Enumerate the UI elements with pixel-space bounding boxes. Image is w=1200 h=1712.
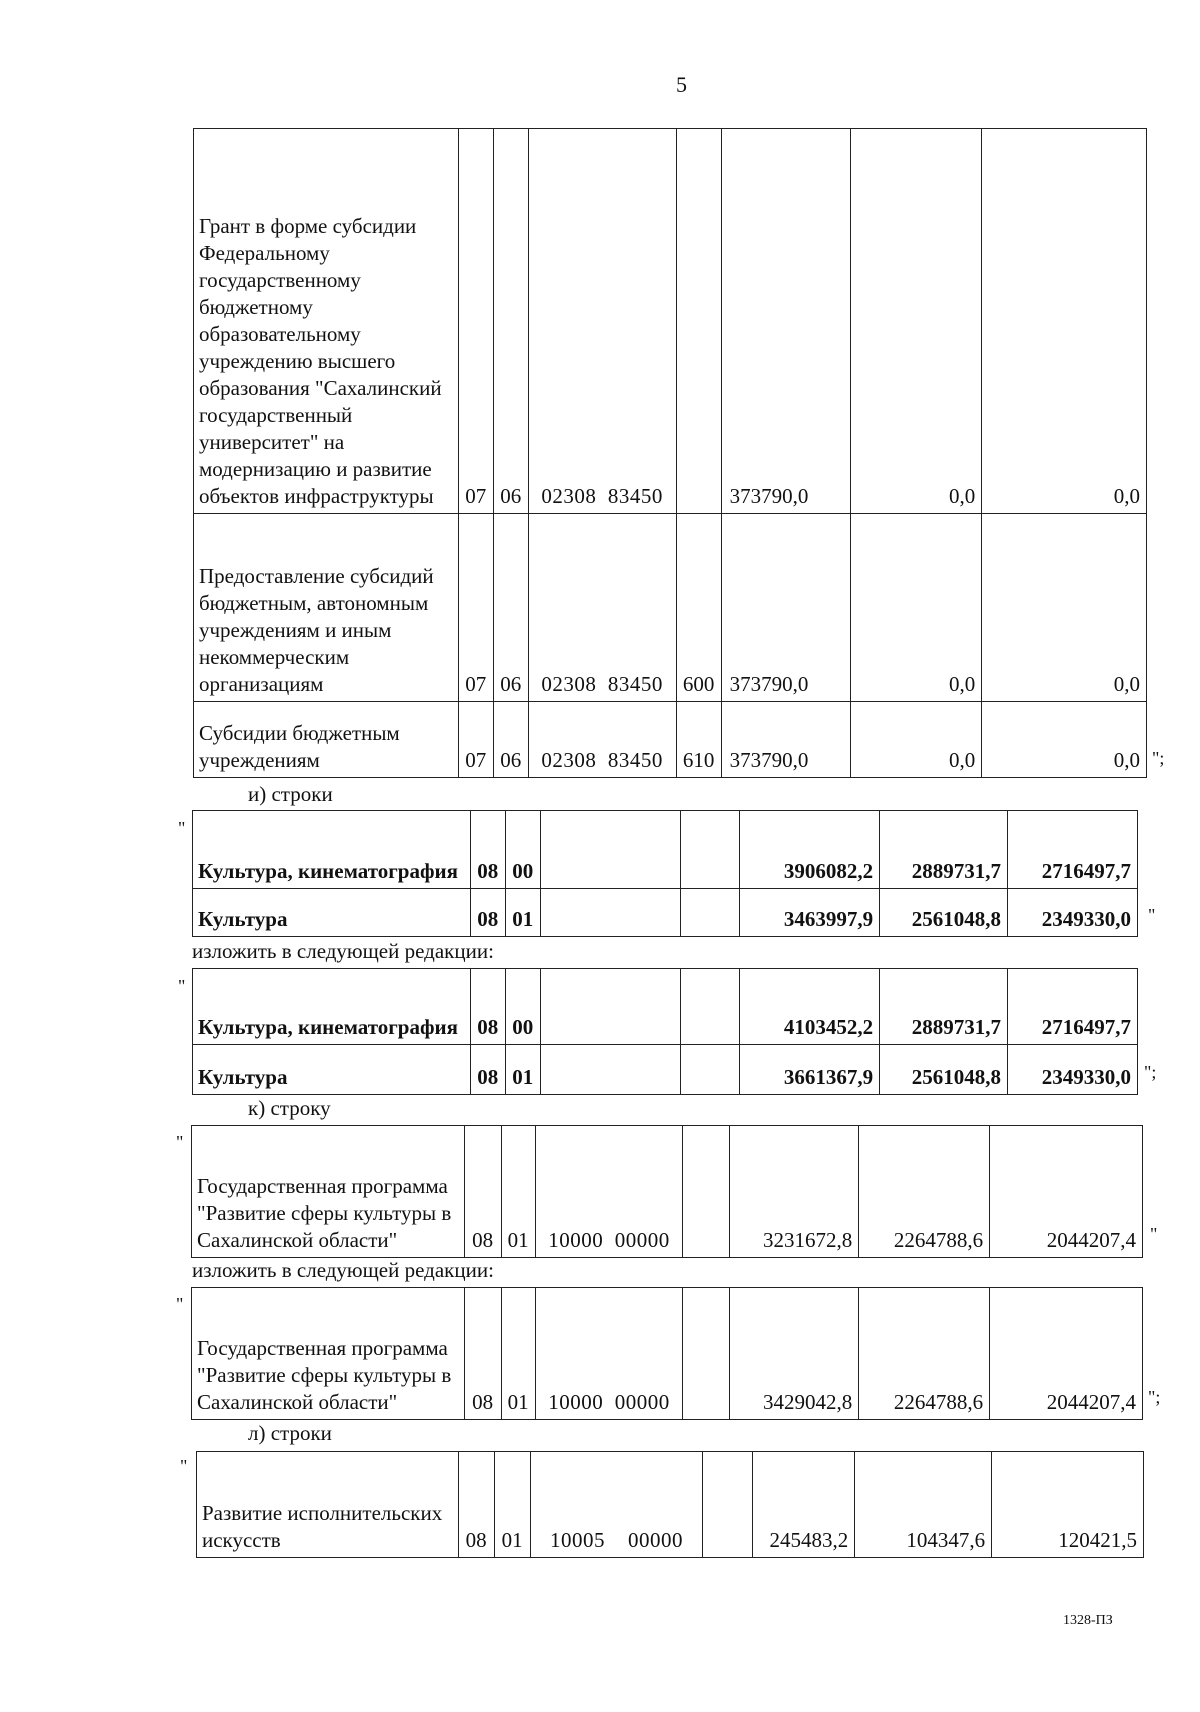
csr-code — [540, 889, 681, 937]
rz-code: 08 — [464, 1288, 501, 1420]
row-name: Развитие исполнительских искусств — [197, 1452, 459, 1558]
amount-1: 4103452,2 — [740, 969, 880, 1045]
rz-code: 08 — [458, 1452, 494, 1558]
budget-table-program-new — [191, 1287, 1143, 1420]
amount-3: 2716497,7 — [1008, 811, 1138, 889]
row-name: Государственная программа "Развитие сферы культуры в Сахалинской области" — [192, 1126, 465, 1258]
amount-3: 2349330,0 — [1008, 889, 1138, 937]
amount-2: 104347,6 — [855, 1452, 992, 1558]
row-name: Культура, кинематография — [193, 969, 471, 1045]
csr-code: 02308 83450 — [528, 702, 676, 778]
closing-quote: "; — [1148, 1387, 1161, 1407]
section-label-l: л) строки — [248, 1421, 332, 1445]
pr-code: 01 — [494, 1452, 530, 1558]
vr-code — [683, 1288, 730, 1420]
table-row — [193, 969, 1138, 1045]
vr-code — [681, 811, 740, 889]
rz-code: 08 — [470, 811, 505, 889]
amount-1: 3463997,9 — [740, 889, 880, 937]
rz-code: 08 — [470, 889, 505, 937]
page-number: 5 — [676, 72, 687, 97]
csr-code: 02308 83450 — [528, 514, 676, 702]
rz-code: 07 — [458, 129, 493, 514]
table-row — [197, 1452, 1144, 1558]
opening-quote: " — [176, 1132, 184, 1152]
budget-table-culture-old — [192, 810, 1138, 937]
pr-code: 06 — [493, 514, 528, 702]
csr-code: 10000 00000 — [535, 1288, 683, 1420]
rz-code: 08 — [464, 1126, 501, 1258]
amount-3: 0,0 — [982, 129, 1147, 514]
vr-code: 610 — [676, 702, 721, 778]
row-name: Культура, кинематография — [193, 811, 471, 889]
vr-code — [681, 889, 740, 937]
amount-1: 373790,0 — [721, 702, 850, 778]
vr-code — [683, 1126, 730, 1258]
csr-code: 10005 00000 — [530, 1452, 703, 1558]
table-row — [193, 811, 1138, 889]
amount-3: 2044207,4 — [990, 1288, 1143, 1420]
section-label-k: к) строку — [248, 1096, 331, 1120]
opening-quote: " — [178, 976, 186, 996]
amount-1: 373790,0 — [721, 514, 850, 702]
closing-quote: "; — [1144, 1062, 1157, 1082]
vr-code: 600 — [676, 514, 721, 702]
budget-table-performing-arts — [196, 1451, 1144, 1558]
rz-code: 07 — [458, 702, 493, 778]
row-name: Субсидии бюджетным учреждениям — [194, 702, 459, 778]
row-name: Культура — [193, 1045, 471, 1095]
amount-2: 2264788,6 — [859, 1288, 990, 1420]
table-row — [194, 129, 1147, 514]
pr-code: 01 — [501, 1288, 535, 1420]
pr-code: 00 — [505, 811, 540, 889]
vr-code — [676, 129, 721, 514]
amount-1: 373790,0 — [721, 129, 850, 514]
pr-code: 01 — [505, 889, 540, 937]
amount-2: 0,0 — [850, 129, 982, 514]
row-name: Предоставление субсидий бюджетным, автономным учреждениям и иным некоммерческим организациям — [194, 514, 459, 702]
closing-quote: " — [1148, 905, 1156, 925]
csr-code — [540, 1045, 681, 1095]
table-row — [192, 1126, 1143, 1258]
rz-code: 08 — [470, 969, 505, 1045]
budget-table-education — [193, 128, 1147, 778]
csr-code — [540, 811, 681, 889]
pr-code: 06 — [493, 702, 528, 778]
pr-code: 01 — [505, 1045, 540, 1095]
csr-code: 10000 00000 — [535, 1126, 683, 1258]
closing-quote: " — [1150, 1224, 1158, 1244]
amount-2: 2264788,6 — [859, 1126, 990, 1258]
amount-2: 2561048,8 — [880, 889, 1008, 937]
amount-3: 2349330,0 — [1008, 1045, 1138, 1095]
section-label-i: и) строки — [248, 782, 333, 806]
rz-code: 07 — [458, 514, 493, 702]
row-name: Грант в форме субсидии Федеральному государственному бюджетному образовательному учреждению высшего образования "Сахалинский государственный университет" на модернизацию и развитие объектов инфраструктуры — [194, 129, 459, 514]
vr-code — [703, 1452, 753, 1558]
table-row — [193, 1045, 1138, 1095]
section-label-edit: изложить в следующей редакции: — [192, 1258, 494, 1282]
amount-3: 2716497,7 — [1008, 969, 1138, 1045]
amount-3: 0,0 — [982, 702, 1147, 778]
table-row — [193, 889, 1138, 937]
amount-3: 120421,5 — [992, 1452, 1144, 1558]
opening-quote: " — [176, 1294, 184, 1314]
amount-1: 3661367,9 — [740, 1045, 880, 1095]
budget-table-culture-new — [192, 968, 1138, 1095]
row-name: Государственная программа "Развитие сферы культуры в Сахалинской области" — [192, 1288, 465, 1420]
section-label-edit: изложить в следующей редакции: — [192, 939, 494, 963]
vr-code — [681, 969, 740, 1045]
table-row — [194, 702, 1147, 778]
budget-table-program-old — [191, 1125, 1143, 1258]
amount-1: 3906082,2 — [740, 811, 880, 889]
csr-code — [540, 969, 681, 1045]
pr-code: 01 — [501, 1126, 535, 1258]
amount-2: 2889731,7 — [880, 969, 1008, 1045]
amount-2: 2561048,8 — [880, 1045, 1008, 1095]
document-code: 1328-ПЗ — [1063, 1613, 1113, 1628]
vr-code — [681, 1045, 740, 1095]
amount-2: 2889731,7 — [880, 811, 1008, 889]
amount-2: 0,0 — [850, 702, 982, 778]
amount-2: 0,0 — [850, 514, 982, 702]
csr-code: 02308 83450 — [528, 129, 676, 514]
pr-code: 00 — [505, 969, 540, 1045]
closing-quote: "; — [1152, 748, 1165, 768]
rz-code: 08 — [470, 1045, 505, 1095]
opening-quote: " — [178, 818, 186, 838]
table-row — [192, 1288, 1143, 1420]
amount-3: 2044207,4 — [990, 1126, 1143, 1258]
amount-3: 0,0 — [982, 514, 1147, 702]
amount-1: 245483,2 — [753, 1452, 855, 1558]
table-row — [194, 514, 1147, 702]
amount-1: 3429042,8 — [730, 1288, 859, 1420]
pr-code: 06 — [493, 129, 528, 514]
opening-quote: " — [180, 1456, 188, 1476]
amount-1: 3231672,8 — [730, 1126, 859, 1258]
row-name: Культура — [193, 889, 471, 937]
